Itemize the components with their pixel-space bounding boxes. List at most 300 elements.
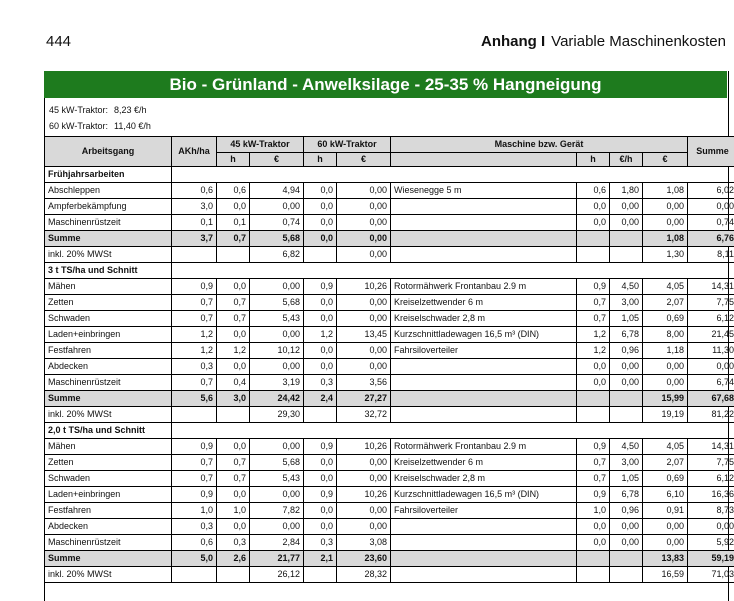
table-row — [45, 343, 734, 359]
cell-machine-eur: 1,08 — [643, 231, 688, 247]
cell-60kw-eur: 0,00 — [337, 215, 391, 231]
cell-machine-eur: 1,08 — [643, 183, 688, 199]
cell-machine: Rotormähwerk Frontanbau 2.9 m — [391, 279, 577, 295]
cell-machine — [391, 391, 577, 407]
cell-akh — [172, 407, 217, 423]
cell-machine-eurh: 0,00 — [610, 535, 643, 551]
col-machine-eur: € — [643, 153, 688, 167]
cell-machine-h: 0,7 — [577, 455, 610, 471]
cell-60kw-h: 0,0 — [304, 455, 337, 471]
cell-machine — [391, 247, 577, 263]
cell-machine-eurh — [610, 391, 643, 407]
cell-45kw-eur: 7,82 — [250, 503, 304, 519]
cell-label: Festfahren — [45, 503, 172, 519]
cell-machine-h — [577, 391, 610, 407]
cell-45kw-h: 0,7 — [217, 231, 250, 247]
cell-machine-h: 0,9 — [577, 439, 610, 455]
table-row — [45, 279, 734, 295]
cell-machine — [391, 231, 577, 247]
cell-45kw-h: 0,0 — [217, 279, 250, 295]
cell-machine — [391, 519, 577, 535]
cell-60kw-h: 0,0 — [304, 471, 337, 487]
cell-machine: Rotormähwerk Frontanbau 2.9 m — [391, 439, 577, 455]
cell-60kw-eur: 0,00 — [337, 183, 391, 199]
cell-45kw-eur: 4,94 — [250, 183, 304, 199]
cell-sum: 8,73 — [688, 503, 734, 519]
section-label: 3 t TS/ha und Schnitt — [45, 263, 172, 279]
vat-row — [45, 567, 734, 583]
cell-45kw-h: 0,0 — [217, 199, 250, 215]
table-row — [45, 375, 734, 391]
cell-machine: Fahrsiloverteiler — [391, 503, 577, 519]
cell-45kw-h: 2,6 — [217, 551, 250, 567]
rate-60kw-label: 60 kW-Traktor: — [49, 121, 108, 131]
cell-label: Summe — [45, 551, 172, 567]
sum-row — [45, 551, 734, 567]
cell-45kw-h: 1,2 — [217, 343, 250, 359]
col-machine-eurh: €/h — [610, 153, 643, 167]
cell-akh: 5,0 — [172, 551, 217, 567]
machine-cost-table — [44, 136, 734, 583]
cell-machine-eur: 0,91 — [643, 503, 688, 519]
cell-60kw-eur: 28,32 — [337, 567, 391, 583]
cell-akh: 0,3 — [172, 359, 217, 375]
cell-label: Zetten — [45, 455, 172, 471]
running-header-title: Variable Maschinenkosten — [551, 33, 726, 50]
rate-45kw-label: 45 kW-Traktor: — [49, 105, 108, 115]
cell-60kw-h — [304, 567, 337, 583]
cell-akh — [172, 567, 217, 583]
cell-machine: Kurzschnittladewagen 16,5 m³ (DIN) — [391, 327, 577, 343]
cell-45kw-h: 0,7 — [217, 455, 250, 471]
cell-45kw-eur: 5,68 — [250, 231, 304, 247]
cell-60kw-eur: 0,00 — [337, 343, 391, 359]
cell-label: Laden+einbringen — [45, 487, 172, 503]
cell-45kw-eur: 5,68 — [250, 295, 304, 311]
cell-machine-eur: 8,00 — [643, 327, 688, 343]
table-row — [45, 295, 734, 311]
cell-akh: 0,9 — [172, 439, 217, 455]
cell-machine — [391, 567, 577, 583]
cell-label: Zetten — [45, 295, 172, 311]
cell-machine: Kreiselschwader 2,8 m — [391, 311, 577, 327]
cell-60kw-h: 0,9 — [304, 279, 337, 295]
table-row — [45, 535, 734, 551]
cell-akh: 1,0 — [172, 503, 217, 519]
cell-machine-eur: 0,69 — [643, 311, 688, 327]
cell-45kw-eur: 0,74 — [250, 215, 304, 231]
cell-machine-eurh: 0,00 — [610, 199, 643, 215]
cell-sum: 8,11 — [688, 247, 734, 263]
cell-sum: 67,68 — [688, 391, 734, 407]
cell-45kw-h — [217, 567, 250, 583]
cell-sum: 59,19 — [688, 551, 734, 567]
rate-60kw — [49, 121, 151, 131]
table-body — [45, 167, 734, 583]
cell-60kw-eur: 32,72 — [337, 407, 391, 423]
col-machine-name — [391, 153, 577, 167]
cell-60kw-eur: 27,27 — [337, 391, 391, 407]
col-akh: AKh/ha — [172, 137, 217, 167]
cell-machine-eur: 2,07 — [643, 295, 688, 311]
table-row — [45, 183, 734, 199]
col-60kw-h: h — [304, 153, 337, 167]
cell-akh: 1,2 — [172, 343, 217, 359]
cell-sum: 0,00 — [688, 519, 734, 535]
header-row-1 — [45, 137, 734, 153]
cell-machine-eurh: 4,50 — [610, 439, 643, 455]
cell-sum: 7,75 — [688, 455, 734, 471]
cell-45kw-h — [217, 407, 250, 423]
cell-machine-eurh: 0,00 — [610, 359, 643, 375]
cell-machine-eur: 13,83 — [643, 551, 688, 567]
cell-45kw-eur: 24,42 — [250, 391, 304, 407]
cell-60kw-eur: 0,00 — [337, 199, 391, 215]
table-row — [45, 199, 734, 215]
table-row — [45, 471, 734, 487]
cell-60kw-h: 0,3 — [304, 535, 337, 551]
cell-akh: 3,0 — [172, 199, 217, 215]
cell-sum: 5,92 — [688, 535, 734, 551]
section-label: Frühjahrsarbeiten — [45, 167, 172, 183]
cell-45kw-eur: 0,00 — [250, 519, 304, 535]
cell-akh: 0,7 — [172, 311, 217, 327]
cell-45kw-h: 0,7 — [217, 295, 250, 311]
cell-machine-h: 0,7 — [577, 295, 610, 311]
cell-machine-h: 1,2 — [577, 343, 610, 359]
rate-45kw-value: 8,23 €/h — [114, 105, 147, 115]
cell-sum: 16,36 — [688, 487, 734, 503]
table-row — [45, 439, 734, 455]
cell-machine-h: 0,0 — [577, 519, 610, 535]
cell-sum: 21,45 — [688, 327, 734, 343]
cell-machine — [391, 375, 577, 391]
cell-label: Maschinenrüstzeit — [45, 535, 172, 551]
cell-machine: Kreiselzettwender 6 m — [391, 295, 577, 311]
cell-45kw-eur: 0,00 — [250, 359, 304, 375]
cell-machine-h — [577, 551, 610, 567]
cell-60kw-h: 0,0 — [304, 519, 337, 535]
cell-label: Maschinenrüstzeit — [45, 215, 172, 231]
section-label: 2,0 t TS/ha und Schnitt — [45, 423, 172, 439]
cell-45kw-h: 0,0 — [217, 439, 250, 455]
cell-45kw-eur: 2,84 — [250, 535, 304, 551]
cell-45kw-eur: 21,77 — [250, 551, 304, 567]
cell-45kw-eur: 0,00 — [250, 327, 304, 343]
cell-machine-h: 0,0 — [577, 535, 610, 551]
cell-machine-eur: 0,00 — [643, 535, 688, 551]
cell-machine-h: 0,0 — [577, 215, 610, 231]
cell-45kw-h — [217, 247, 250, 263]
cell-akh: 0,1 — [172, 215, 217, 231]
col-60kw: 60 kW-Traktor — [304, 137, 391, 153]
cell-sum: 0,00 — [688, 359, 734, 375]
cell-machine-h: 0,6 — [577, 183, 610, 199]
cell-45kw-eur: 5,68 — [250, 455, 304, 471]
cell-45kw-h: 3,0 — [217, 391, 250, 407]
cell-machine-eurh: 0,96 — [610, 503, 643, 519]
col-arbeitsgang: Arbeitsgang — [45, 137, 172, 167]
rate-60kw-value: 11,40 €/h — [114, 121, 151, 131]
cell-sum: 0,74 — [688, 215, 734, 231]
section-filler — [172, 167, 734, 183]
cell-45kw-eur: 0,00 — [250, 487, 304, 503]
cell-machine-eurh: 0,00 — [610, 215, 643, 231]
table-row — [45, 487, 734, 503]
cell-sum: 6,02 — [688, 183, 734, 199]
cell-machine-eurh: 1,05 — [610, 311, 643, 327]
table-row — [45, 359, 734, 375]
cell-machine-eur: 6,10 — [643, 487, 688, 503]
cell-machine — [391, 215, 577, 231]
cell-label: Laden+einbringen — [45, 327, 172, 343]
cell-machine-eur: 19,19 — [643, 407, 688, 423]
cell-sum: 14,31 — [688, 279, 734, 295]
cell-60kw-eur: 0,00 — [337, 311, 391, 327]
cell-45kw-h: 0,4 — [217, 375, 250, 391]
cell-machine-h — [577, 407, 610, 423]
cell-machine: Kreiselschwader 2,8 m — [391, 471, 577, 487]
cell-sum: 6,12 — [688, 311, 734, 327]
cell-machine-eur: 1,30 — [643, 247, 688, 263]
section-row — [45, 423, 734, 439]
cell-45kw-eur: 26,12 — [250, 567, 304, 583]
cell-60kw-h: 0,9 — [304, 487, 337, 503]
cell-60kw-eur: 10,26 — [337, 487, 391, 503]
cell-machine-eur: 4,05 — [643, 279, 688, 295]
cell-60kw-eur: 0,00 — [337, 247, 391, 263]
cell-machine-eur: 0,00 — [643, 199, 688, 215]
cell-label: Ampferbekämpfung — [45, 199, 172, 215]
cell-60kw-h: 0,9 — [304, 439, 337, 455]
cell-60kw-h: 0,0 — [304, 311, 337, 327]
cell-machine-h: 0,9 — [577, 279, 610, 295]
cell-machine-h — [577, 567, 610, 583]
cell-sum: 11,30 — [688, 343, 734, 359]
cell-60kw-h: 2,1 — [304, 551, 337, 567]
cell-label: inkl. 20% MWSt — [45, 567, 172, 583]
cell-sum: 14,31 — [688, 439, 734, 455]
vat-row — [45, 247, 734, 263]
cell-machine-eurh: 3,00 — [610, 455, 643, 471]
cell-machine-h — [577, 231, 610, 247]
cell-machine-eurh — [610, 231, 643, 247]
cell-60kw-eur: 0,00 — [337, 471, 391, 487]
cell-machine-h: 1,0 — [577, 503, 610, 519]
cell-sum: 6,74 — [688, 375, 734, 391]
cell-label: Summe — [45, 391, 172, 407]
cell-60kw-h: 1,2 — [304, 327, 337, 343]
cell-machine-h: 0,7 — [577, 311, 610, 327]
cell-45kw-h: 0,7 — [217, 471, 250, 487]
col-45kw: 45 kW-Traktor — [217, 137, 304, 153]
cell-45kw-h: 0,6 — [217, 183, 250, 199]
col-45kw-eur: € — [250, 153, 304, 167]
cell-machine-eurh: 1,80 — [610, 183, 643, 199]
cell-akh: 0,9 — [172, 279, 217, 295]
col-machine-h: h — [577, 153, 610, 167]
cell-60kw-eur: 10,26 — [337, 439, 391, 455]
cell-machine: Fahrsiloverteiler — [391, 343, 577, 359]
cell-60kw-eur: 0,00 — [337, 503, 391, 519]
table-row — [45, 519, 734, 535]
cell-machine-eurh: 0,96 — [610, 343, 643, 359]
cell-60kw-h: 0,0 — [304, 183, 337, 199]
cell-machine-eurh: 0,00 — [610, 375, 643, 391]
cell-sum: 6,12 — [688, 471, 734, 487]
cell-machine-eurh: 4,50 — [610, 279, 643, 295]
cell-60kw-eur: 13,45 — [337, 327, 391, 343]
cell-akh: 1,2 — [172, 327, 217, 343]
cell-label: Festfahren — [45, 343, 172, 359]
cell-60kw-eur: 10,26 — [337, 279, 391, 295]
cell-60kw-h — [304, 247, 337, 263]
page-number: 444 — [46, 33, 71, 50]
section-filler — [172, 423, 734, 439]
cell-akh: 0,7 — [172, 455, 217, 471]
cell-label: Mähen — [45, 279, 172, 295]
col-60kw-eur: € — [337, 153, 391, 167]
cell-machine-eur: 15,99 — [643, 391, 688, 407]
cell-akh: 5,6 — [172, 391, 217, 407]
cell-machine-eur: 0,00 — [643, 375, 688, 391]
table-title: Bio - Grünland - Anwelksilage - 25-35 % Hangneigung — [44, 71, 727, 98]
cell-machine — [391, 407, 577, 423]
cell-machine — [391, 535, 577, 551]
cell-machine-eurh — [610, 567, 643, 583]
cell-machine-eur: 16,59 — [643, 567, 688, 583]
section-filler — [172, 263, 734, 279]
cell-machine-eur: 2,07 — [643, 455, 688, 471]
cell-akh: 0,7 — [172, 471, 217, 487]
cell-45kw-h: 0,3 — [217, 535, 250, 551]
cell-45kw-eur: 10,12 — [250, 343, 304, 359]
cell-machine-h: 0,7 — [577, 471, 610, 487]
cell-60kw-h: 0,0 — [304, 215, 337, 231]
cell-45kw-eur: 6,82 — [250, 247, 304, 263]
cell-label: Abdecken — [45, 359, 172, 375]
cell-label: Summe — [45, 231, 172, 247]
cell-60kw-h: 0,0 — [304, 231, 337, 247]
table-row — [45, 215, 734, 231]
cell-60kw-h: 0,0 — [304, 295, 337, 311]
cell-60kw-h: 0,0 — [304, 359, 337, 375]
cell-machine-eurh: 3,00 — [610, 295, 643, 311]
cell-machine-eurh — [610, 247, 643, 263]
cell-machine — [391, 199, 577, 215]
cell-label: Mähen — [45, 439, 172, 455]
cell-45kw-eur: 0,00 — [250, 199, 304, 215]
cell-45kw-eur: 5,43 — [250, 311, 304, 327]
cell-machine: Kreiselzettwender 6 m — [391, 455, 577, 471]
cell-akh: 0,6 — [172, 183, 217, 199]
cell-45kw-h: 0,7 — [217, 311, 250, 327]
sum-row — [45, 391, 734, 407]
cell-sum: 6,76 — [688, 231, 734, 247]
cell-45kw-h: 0,0 — [217, 359, 250, 375]
section-row — [45, 167, 734, 183]
table-row — [45, 327, 734, 343]
cell-45kw-h: 0,1 — [217, 215, 250, 231]
cell-machine-h — [577, 247, 610, 263]
col-45kw-h: h — [217, 153, 250, 167]
cell-60kw-h: 0,3 — [304, 375, 337, 391]
cell-machine-h: 0,0 — [577, 199, 610, 215]
cell-machine-eurh: 6,78 — [610, 487, 643, 503]
cell-sum: 71,03 — [688, 567, 734, 583]
cell-label: inkl. 20% MWSt — [45, 407, 172, 423]
cell-machine-eur: 4,05 — [643, 439, 688, 455]
cell-machine-eurh: 0,00 — [610, 519, 643, 535]
cell-machine-eurh — [610, 407, 643, 423]
cell-machine: Wiesenegge 5 m — [391, 183, 577, 199]
cell-machine-h: 0,9 — [577, 487, 610, 503]
cell-akh: 0,3 — [172, 519, 217, 535]
cell-label: Schwaden — [45, 311, 172, 327]
cell-45kw-h: 0,0 — [217, 519, 250, 535]
cell-machine-eur: 0,00 — [643, 519, 688, 535]
cell-60kw-eur: 0,00 — [337, 231, 391, 247]
rate-45kw — [49, 105, 147, 115]
cell-60kw-h: 2,4 — [304, 391, 337, 407]
vat-row — [45, 407, 734, 423]
cell-60kw-eur: 23,60 — [337, 551, 391, 567]
cell-akh: 3,7 — [172, 231, 217, 247]
cell-machine-h: 1,2 — [577, 327, 610, 343]
cell-akh — [172, 247, 217, 263]
cell-machine-eur: 0,00 — [643, 215, 688, 231]
cell-akh: 0,7 — [172, 375, 217, 391]
cell-60kw-eur: 0,00 — [337, 519, 391, 535]
cell-60kw-eur: 0,00 — [337, 295, 391, 311]
table-row — [45, 311, 734, 327]
cell-45kw-eur: 0,00 — [250, 439, 304, 455]
table-row — [45, 503, 734, 519]
cell-machine-h: 0,0 — [577, 359, 610, 375]
cell-45kw-eur: 29,30 — [250, 407, 304, 423]
cell-label: Abschleppen — [45, 183, 172, 199]
cell-akh: 0,9 — [172, 487, 217, 503]
cell-machine-h: 0,0 — [577, 375, 610, 391]
cell-60kw-h — [304, 407, 337, 423]
cell-machine-eur: 0,00 — [643, 359, 688, 375]
cell-sum: 81,22 — [688, 407, 734, 423]
table-row — [45, 455, 734, 471]
cell-machine-eurh: 1,05 — [610, 471, 643, 487]
cell-machine — [391, 551, 577, 567]
cell-machine — [391, 359, 577, 375]
cell-60kw-eur: 0,00 — [337, 455, 391, 471]
cell-label: Schwaden — [45, 471, 172, 487]
cell-label: Abdecken — [45, 519, 172, 535]
col-maschine: Maschine bzw. Gerät — [391, 137, 688, 153]
section-row — [45, 263, 734, 279]
cell-45kw-h: 0,0 — [217, 487, 250, 503]
cell-60kw-h: 0,0 — [304, 343, 337, 359]
cell-machine-eurh — [610, 551, 643, 567]
cell-sum: 7,75 — [688, 295, 734, 311]
cell-machine-eur: 1,18 — [643, 343, 688, 359]
sum-row — [45, 231, 734, 247]
cell-45kw-eur: 0,00 — [250, 279, 304, 295]
cell-akh: 0,7 — [172, 295, 217, 311]
col-summe: Summe — [688, 137, 734, 167]
cell-45kw-eur: 5,43 — [250, 471, 304, 487]
cell-60kw-eur: 0,00 — [337, 359, 391, 375]
cell-machine-eur: 0,69 — [643, 471, 688, 487]
cell-45kw-eur: 3,19 — [250, 375, 304, 391]
running-header — [481, 33, 726, 50]
